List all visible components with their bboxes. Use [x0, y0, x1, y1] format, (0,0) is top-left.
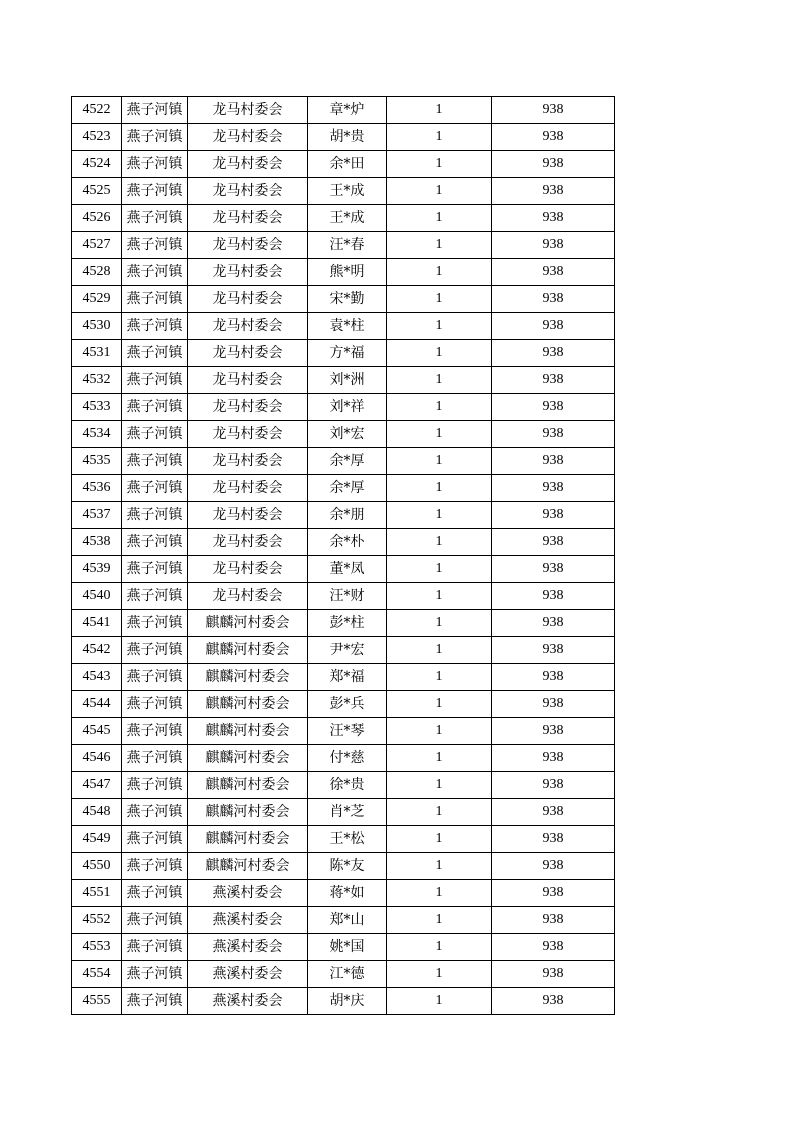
person-name-cell: 方*福 — [308, 340, 387, 367]
amount-cell: 938 — [492, 421, 615, 448]
row-number-cell: 4524 — [72, 151, 122, 178]
village-committee-cell: 龙马村委会 — [188, 583, 308, 610]
person-name-cell: 姚*国 — [308, 934, 387, 961]
amount-cell: 938 — [492, 529, 615, 556]
amount-cell: 938 — [492, 664, 615, 691]
town-cell: 燕子河镇 — [122, 772, 188, 799]
village-committee-cell: 龙马村委会 — [188, 286, 308, 313]
town-cell: 燕子河镇 — [122, 718, 188, 745]
town-cell: 燕子河镇 — [122, 394, 188, 421]
count-cell: 1 — [387, 664, 492, 691]
table-row — [72, 853, 615, 880]
village-committee-cell: 燕溪村委会 — [188, 880, 308, 907]
town-cell: 燕子河镇 — [122, 124, 188, 151]
town-cell: 燕子河镇 — [122, 475, 188, 502]
amount-cell: 938 — [492, 97, 615, 124]
person-name-cell: 余*厚 — [308, 448, 387, 475]
village-committee-cell: 龙马村委会 — [188, 259, 308, 286]
table-row — [72, 826, 615, 853]
row-number-cell: 4536 — [72, 475, 122, 502]
table-row — [72, 313, 615, 340]
village-committee-cell: 麒麟河村委会 — [188, 664, 308, 691]
table-row — [72, 340, 615, 367]
row-number-cell: 4551 — [72, 880, 122, 907]
row-number-cell: 4539 — [72, 556, 122, 583]
town-cell: 燕子河镇 — [122, 880, 188, 907]
table-row — [72, 637, 615, 664]
amount-cell: 938 — [492, 826, 615, 853]
person-name-cell: 尹*宏 — [308, 637, 387, 664]
amount-cell: 938 — [492, 772, 615, 799]
person-name-cell: 汪*琴 — [308, 718, 387, 745]
amount-cell: 938 — [492, 448, 615, 475]
row-number-cell: 4547 — [72, 772, 122, 799]
person-name-cell: 章*炉 — [308, 97, 387, 124]
table-row — [72, 178, 615, 205]
table-row — [72, 934, 615, 961]
person-name-cell: 王*松 — [308, 826, 387, 853]
row-number-cell: 4553 — [72, 934, 122, 961]
town-cell: 燕子河镇 — [122, 610, 188, 637]
row-number-cell: 4532 — [72, 367, 122, 394]
town-cell: 燕子河镇 — [122, 583, 188, 610]
village-committee-cell: 龙马村委会 — [188, 502, 308, 529]
person-name-cell: 刘*祥 — [308, 394, 387, 421]
table-row — [72, 610, 615, 637]
town-cell: 燕子河镇 — [122, 313, 188, 340]
table-row — [72, 907, 615, 934]
row-number-cell: 4523 — [72, 124, 122, 151]
person-name-cell: 袁*柱 — [308, 313, 387, 340]
amount-cell: 938 — [492, 502, 615, 529]
amount-cell: 938 — [492, 637, 615, 664]
amount-cell: 938 — [492, 394, 615, 421]
person-name-cell: 余*朋 — [308, 502, 387, 529]
table-row — [72, 691, 615, 718]
count-cell: 1 — [387, 583, 492, 610]
count-cell: 1 — [387, 151, 492, 178]
town-cell: 燕子河镇 — [122, 934, 188, 961]
town-cell: 燕子河镇 — [122, 340, 188, 367]
town-cell: 燕子河镇 — [122, 907, 188, 934]
amount-cell: 938 — [492, 340, 615, 367]
amount-cell: 938 — [492, 286, 615, 313]
amount-cell: 938 — [492, 799, 615, 826]
person-name-cell: 彭*柱 — [308, 610, 387, 637]
roster-sheet — [71, 96, 615, 1015]
amount-cell: 938 — [492, 907, 615, 934]
count-cell: 1 — [387, 961, 492, 988]
table-row — [72, 124, 615, 151]
village-committee-cell: 龙马村委会 — [188, 313, 308, 340]
table-row — [72, 880, 615, 907]
town-cell: 燕子河镇 — [122, 637, 188, 664]
roster-table-body — [72, 97, 615, 1015]
person-name-cell: 刘*洲 — [308, 367, 387, 394]
count-cell: 1 — [387, 637, 492, 664]
village-committee-cell: 龙马村委会 — [188, 556, 308, 583]
town-cell: 燕子河镇 — [122, 421, 188, 448]
table-row — [72, 988, 615, 1015]
village-committee-cell: 燕溪村委会 — [188, 961, 308, 988]
count-cell: 1 — [387, 772, 492, 799]
village-committee-cell: 龙马村委会 — [188, 340, 308, 367]
count-cell: 1 — [387, 799, 492, 826]
count-cell: 1 — [387, 421, 492, 448]
village-committee-cell: 龙马村委会 — [188, 178, 308, 205]
town-cell: 燕子河镇 — [122, 988, 188, 1015]
village-committee-cell: 麒麟河村委会 — [188, 826, 308, 853]
count-cell: 1 — [387, 259, 492, 286]
table-row — [72, 367, 615, 394]
table-row — [72, 475, 615, 502]
table-row — [72, 718, 615, 745]
count-cell: 1 — [387, 556, 492, 583]
amount-cell: 938 — [492, 151, 615, 178]
village-committee-cell: 麒麟河村委会 — [188, 610, 308, 637]
amount-cell: 938 — [492, 124, 615, 151]
village-committee-cell: 龙马村委会 — [188, 421, 308, 448]
row-number-cell: 4550 — [72, 853, 122, 880]
table-row — [72, 97, 615, 124]
person-name-cell: 余*厚 — [308, 475, 387, 502]
town-cell: 燕子河镇 — [122, 826, 188, 853]
table-row — [72, 232, 615, 259]
row-number-cell: 4530 — [72, 313, 122, 340]
count-cell: 1 — [387, 691, 492, 718]
town-cell: 燕子河镇 — [122, 556, 188, 583]
count-cell: 1 — [387, 97, 492, 124]
count-cell: 1 — [387, 880, 492, 907]
amount-cell: 938 — [492, 313, 615, 340]
village-committee-cell: 龙马村委会 — [188, 124, 308, 151]
person-name-cell: 汪*财 — [308, 583, 387, 610]
amount-cell: 938 — [492, 880, 615, 907]
roster-table — [71, 96, 615, 1015]
town-cell: 燕子河镇 — [122, 799, 188, 826]
person-name-cell: 胡*贵 — [308, 124, 387, 151]
table-row — [72, 799, 615, 826]
person-name-cell: 汪*春 — [308, 232, 387, 259]
person-name-cell: 余*朴 — [308, 529, 387, 556]
count-cell: 1 — [387, 718, 492, 745]
amount-cell: 938 — [492, 961, 615, 988]
table-row — [72, 394, 615, 421]
table-row — [72, 205, 615, 232]
village-committee-cell: 龙马村委会 — [188, 97, 308, 124]
amount-cell: 938 — [492, 178, 615, 205]
village-committee-cell: 燕溪村委会 — [188, 907, 308, 934]
amount-cell: 938 — [492, 745, 615, 772]
village-committee-cell: 麒麟河村委会 — [188, 745, 308, 772]
table-row — [72, 556, 615, 583]
table-row — [72, 961, 615, 988]
row-number-cell: 4546 — [72, 745, 122, 772]
town-cell: 燕子河镇 — [122, 232, 188, 259]
table-row — [72, 421, 615, 448]
village-committee-cell: 龙马村委会 — [188, 529, 308, 556]
amount-cell: 938 — [492, 367, 615, 394]
row-number-cell: 4533 — [72, 394, 122, 421]
town-cell: 燕子河镇 — [122, 745, 188, 772]
count-cell: 1 — [387, 934, 492, 961]
person-name-cell: 王*成 — [308, 205, 387, 232]
row-number-cell: 4522 — [72, 97, 122, 124]
person-name-cell: 蒋*如 — [308, 880, 387, 907]
count-cell: 1 — [387, 529, 492, 556]
village-committee-cell: 燕溪村委会 — [188, 988, 308, 1015]
row-number-cell: 4531 — [72, 340, 122, 367]
town-cell: 燕子河镇 — [122, 367, 188, 394]
table-row — [72, 745, 615, 772]
row-number-cell: 4548 — [72, 799, 122, 826]
town-cell: 燕子河镇 — [122, 178, 188, 205]
count-cell: 1 — [387, 745, 492, 772]
row-number-cell: 4528 — [72, 259, 122, 286]
amount-cell: 938 — [492, 583, 615, 610]
person-name-cell: 彭*兵 — [308, 691, 387, 718]
row-number-cell: 4544 — [72, 691, 122, 718]
row-number-cell: 4534 — [72, 421, 122, 448]
town-cell: 燕子河镇 — [122, 151, 188, 178]
row-number-cell: 4529 — [72, 286, 122, 313]
village-committee-cell: 龙马村委会 — [188, 394, 308, 421]
person-name-cell: 刘*宏 — [308, 421, 387, 448]
count-cell: 1 — [387, 394, 492, 421]
table-row — [72, 583, 615, 610]
row-number-cell: 4545 — [72, 718, 122, 745]
village-committee-cell: 麒麟河村委会 — [188, 718, 308, 745]
row-number-cell: 4549 — [72, 826, 122, 853]
village-committee-cell: 龙马村委会 — [188, 475, 308, 502]
row-number-cell: 4540 — [72, 583, 122, 610]
row-number-cell: 4542 — [72, 637, 122, 664]
count-cell: 1 — [387, 286, 492, 313]
village-committee-cell: 龙马村委会 — [188, 448, 308, 475]
village-committee-cell: 龙马村委会 — [188, 205, 308, 232]
amount-cell: 938 — [492, 610, 615, 637]
amount-cell: 938 — [492, 934, 615, 961]
amount-cell: 938 — [492, 556, 615, 583]
person-name-cell: 郑*山 — [308, 907, 387, 934]
row-number-cell: 4537 — [72, 502, 122, 529]
count-cell: 1 — [387, 232, 492, 259]
person-name-cell: 陈*友 — [308, 853, 387, 880]
town-cell: 燕子河镇 — [122, 529, 188, 556]
row-number-cell: 4538 — [72, 529, 122, 556]
village-committee-cell: 龙马村委会 — [188, 151, 308, 178]
row-number-cell: 4525 — [72, 178, 122, 205]
person-name-cell: 熊*明 — [308, 259, 387, 286]
town-cell: 燕子河镇 — [122, 664, 188, 691]
town-cell: 燕子河镇 — [122, 205, 188, 232]
village-committee-cell: 龙马村委会 — [188, 232, 308, 259]
person-name-cell: 胡*庆 — [308, 988, 387, 1015]
town-cell: 燕子河镇 — [122, 286, 188, 313]
row-number-cell: 4526 — [72, 205, 122, 232]
amount-cell: 938 — [492, 988, 615, 1015]
row-number-cell: 4555 — [72, 988, 122, 1015]
town-cell: 燕子河镇 — [122, 502, 188, 529]
table-row — [72, 151, 615, 178]
amount-cell: 938 — [492, 205, 615, 232]
town-cell: 燕子河镇 — [122, 97, 188, 124]
table-row — [72, 529, 615, 556]
count-cell: 1 — [387, 448, 492, 475]
village-committee-cell: 麒麟河村委会 — [188, 691, 308, 718]
row-number-cell: 4554 — [72, 961, 122, 988]
row-number-cell: 4543 — [72, 664, 122, 691]
town-cell: 燕子河镇 — [122, 691, 188, 718]
amount-cell: 938 — [492, 475, 615, 502]
count-cell: 1 — [387, 826, 492, 853]
table-row — [72, 772, 615, 799]
table-row — [72, 448, 615, 475]
count-cell: 1 — [387, 340, 492, 367]
table-row — [72, 259, 615, 286]
table-row — [72, 502, 615, 529]
table-row — [72, 664, 615, 691]
town-cell: 燕子河镇 — [122, 448, 188, 475]
count-cell: 1 — [387, 178, 492, 205]
town-cell: 燕子河镇 — [122, 259, 188, 286]
town-cell: 燕子河镇 — [122, 853, 188, 880]
amount-cell: 938 — [492, 232, 615, 259]
count-cell: 1 — [387, 988, 492, 1015]
count-cell: 1 — [387, 502, 492, 529]
count-cell: 1 — [387, 853, 492, 880]
village-committee-cell: 龙马村委会 — [188, 367, 308, 394]
person-name-cell: 江*德 — [308, 961, 387, 988]
amount-cell: 938 — [492, 853, 615, 880]
count-cell: 1 — [387, 907, 492, 934]
person-name-cell: 王*成 — [308, 178, 387, 205]
town-cell: 燕子河镇 — [122, 961, 188, 988]
table-row — [72, 286, 615, 313]
row-number-cell: 4552 — [72, 907, 122, 934]
village-committee-cell: 麒麟河村委会 — [188, 637, 308, 664]
amount-cell: 938 — [492, 691, 615, 718]
count-cell: 1 — [387, 205, 492, 232]
person-name-cell: 郑*福 — [308, 664, 387, 691]
row-number-cell: 4535 — [72, 448, 122, 475]
village-committee-cell: 燕溪村委会 — [188, 934, 308, 961]
count-cell: 1 — [387, 124, 492, 151]
count-cell: 1 — [387, 367, 492, 394]
row-number-cell: 4541 — [72, 610, 122, 637]
count-cell: 1 — [387, 610, 492, 637]
person-name-cell: 付*慈 — [308, 745, 387, 772]
amount-cell: 938 — [492, 718, 615, 745]
person-name-cell: 余*田 — [308, 151, 387, 178]
amount-cell: 938 — [492, 259, 615, 286]
count-cell: 1 — [387, 313, 492, 340]
row-number-cell: 4527 — [72, 232, 122, 259]
person-name-cell: 宋*勤 — [308, 286, 387, 313]
person-name-cell: 徐*贵 — [308, 772, 387, 799]
person-name-cell: 肖*芝 — [308, 799, 387, 826]
village-committee-cell: 麒麟河村委会 — [188, 853, 308, 880]
count-cell: 1 — [387, 475, 492, 502]
village-committee-cell: 麒麟河村委会 — [188, 772, 308, 799]
village-committee-cell: 麒麟河村委会 — [188, 799, 308, 826]
person-name-cell: 董*凤 — [308, 556, 387, 583]
